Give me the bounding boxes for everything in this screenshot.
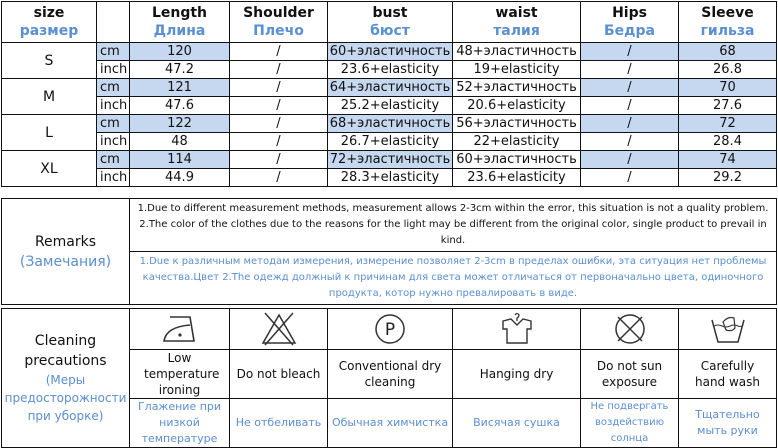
unit-inch: inch [97,97,130,115]
cell: / [581,151,679,169]
cell: 29.2 [679,169,777,187]
cell: 28.4 [679,133,777,151]
svg-text:P: P [384,320,396,340]
table-row [2,61,777,79]
cell: 114 [130,151,230,169]
size-label: M [2,79,97,115]
table-row [2,43,777,61]
cell: 68 [679,43,777,61]
unit-cm: cm [97,43,130,61]
cell: / [230,115,328,133]
cell: 48+эластичность [453,43,581,61]
cell: / [230,79,328,97]
cell: 52+эластичность [453,79,581,97]
iron-low-temp-icon [160,313,200,345]
cell: 60+эластичность [328,43,453,61]
hangdry-cell [453,309,581,350]
care-text-en: Carefully hand wash [679,350,777,399]
cell: 20.6+elasticity [453,97,581,115]
bleach-cell [230,309,328,350]
size-label: XL [2,151,97,187]
care-text-en: Do not sun exposure [581,350,679,399]
cell: 120 [130,43,230,61]
cell: 22+elasticity [453,133,581,151]
remarks-text-en: 1.Due to different measurement methods, measurement allows 2-3cm within the error, this situation is not a quality problem. 2.The color of the clothes due to the reasons for the light may be different from the original color, single product to prevail in kind. [130,199,777,252]
header-waist: waist талия [453,2,581,43]
cell: 28.3+elasticity [328,169,453,187]
table-row [2,115,777,133]
care-text-en: Low temperature ironing [130,350,230,399]
cell: 26.7+elasticity [328,133,453,151]
cell: 74 [679,151,777,169]
handwash-cell [679,309,777,350]
header-bust: bust бюст [328,2,453,43]
dry-clean-p-icon [373,312,407,346]
cell: 19+elasticity [453,61,581,79]
cell: / [230,169,328,187]
cell: 48 [130,133,230,151]
size-label: S [2,43,97,79]
size-table [1,1,777,187]
header-hips: Hips Бедра [581,2,679,43]
cell: / [581,115,679,133]
care-text-en: Conventional dry cleaning [328,350,453,399]
remarks-table [1,198,777,305]
unit-cm: cm [97,79,130,97]
cell: 23.6+elasticity [453,169,581,187]
cell: 122 [130,115,230,133]
nosun-cell [581,309,679,350]
cell: 64+эластичность [328,79,453,97]
cleaning-label: Cleaning precautions (Меры предосторожности при уборке) [2,309,130,448]
cell: 26.8 [679,61,777,79]
care-text-en: Hanging dry [453,350,581,399]
cleaning-table [1,308,777,448]
hanging-dry-icon [497,311,537,347]
dryclean-cell [328,309,453,350]
no-sun-icon [612,311,648,347]
remarks-text-ru: 1.Due к различным методам измерения, измерение позволяет 2-3cm в пределах ошибки, эта ситуация нет проблемы качества.Цвет 2.The одежд должный к причинам для света может отличаться от первоначально цвета, одиночного продукта, котор нужно превалировать в виде. [130,252,777,305]
cell: 44.9 [130,169,230,187]
do-not-bleach-icon [259,311,299,347]
header-sleeve: Sleeve гильза [679,2,777,43]
care-text-ru: Глажение при низкой температуре [130,399,230,448]
iron-cell [130,309,230,350]
unit-cm: cm [97,151,130,169]
header-row [2,2,777,43]
cell: / [581,61,679,79]
cell: / [581,133,679,151]
cell: 68+эластичность [328,115,453,133]
care-text-ru: Не отбеливать [230,399,328,448]
cell: 47.6 [130,97,230,115]
cell: 70 [679,79,777,97]
cell: 47.2 [130,61,230,79]
cell: 72 [679,115,777,133]
hand-wash-icon [708,312,748,346]
unit-inch: inch [97,169,130,187]
cell: 121 [130,79,230,97]
care-text-ru: Тщательно мыть руки [679,399,777,448]
cell: / [230,151,328,169]
care-text-ru: Висячая сушка [453,399,581,448]
care-text-ru: Обычная химчистка [328,399,453,448]
unit-inch: inch [97,133,130,151]
header-size: size размер [2,2,97,43]
cell: 72+эластичность [328,151,453,169]
cell: 27.6 [679,97,777,115]
cell: / [581,79,679,97]
table-row [2,151,777,169]
table-row [2,133,777,151]
cell: / [581,97,679,115]
cell: / [581,43,679,61]
cell: / [230,97,328,115]
cell: / [230,61,328,79]
table-row [2,97,777,115]
unit-inch: inch [97,61,130,79]
cell: 56+эластичность [453,115,581,133]
care-text-en: Do not bleach [230,350,328,399]
cell: 25.2+elasticity [328,97,453,115]
cell: 60+эластичность [453,151,581,169]
remarks-label: Remarks (Замечания) [2,199,130,305]
header-shoulder: Shoulder Плечо [230,2,328,43]
care-text-ru: Не подвергать воздействию солнца [581,399,679,448]
cell: 23.6+elasticity [328,61,453,79]
cell: / [581,169,679,187]
cell: / [230,133,328,151]
unit-cm: cm [97,115,130,133]
table-row [2,169,777,187]
size-label: L [2,115,97,151]
cell: / [230,43,328,61]
header-length: Length Длина [130,2,230,43]
table-row [2,79,777,97]
header-unit [97,2,130,43]
